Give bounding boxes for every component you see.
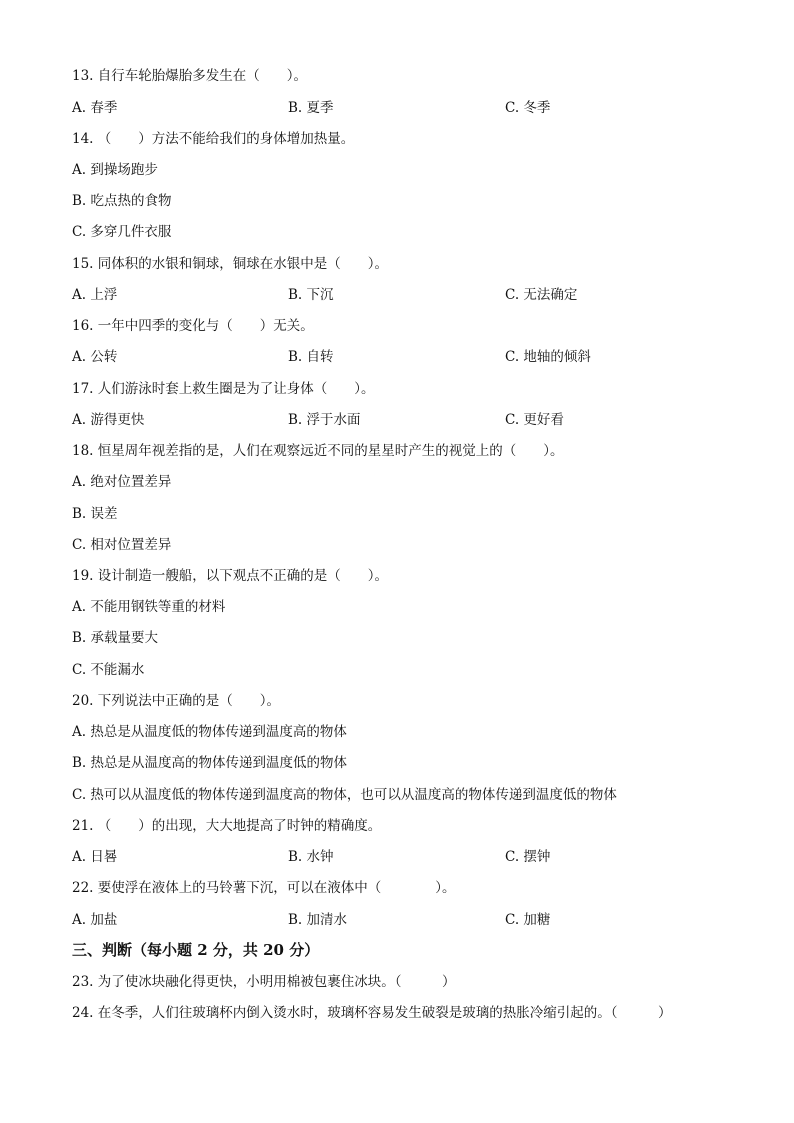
option-22-c: C. 加糖 — [505, 912, 551, 928]
option-19-c: C. 不能漏水 — [72, 662, 145, 678]
option-13-a: A. 春季 — [72, 100, 118, 116]
option-15-c: C. 无法确定 — [505, 287, 578, 303]
options-13 — [72, 99, 754, 117]
question-22: 22. 要使浮在液体上的马铃薯下沉，可以在液体中（ ）。 — [72, 880, 456, 896]
option-20-b: B. 热总是从温度高的物体传递到温度低的物体 — [72, 755, 348, 771]
question-21: 21. （ ）的出现，大大地提高了时钟的精确度。 — [72, 818, 382, 834]
option-17-a: A. 游得更快 — [72, 412, 145, 428]
option-18-b: B. 误差 — [72, 506, 118, 522]
option-22-b: B. 加清水 — [288, 912, 348, 928]
option-19-b: B. 承载量要大 — [72, 630, 159, 646]
question-20: 20. 下列说法中正确的是（ ）。 — [72, 693, 281, 709]
option-20-a: A. 热总是从温度低的物体传递到温度高的物体 — [72, 724, 347, 740]
option-15-b: B. 下沉 — [288, 287, 334, 303]
option-22-a: A. 加盐 — [72, 912, 118, 928]
options-17 — [72, 411, 754, 429]
option-21-a: A. 日晷 — [72, 849, 118, 865]
question-19: 19. 设计制造一艘船，以下观点不正确的是（ ）。 — [72, 568, 389, 584]
option-21-c: C. 摆钟 — [505, 849, 551, 865]
option-18-c: C. 相对位置差异 — [72, 537, 172, 553]
option-13-b: B. 夏季 — [288, 100, 334, 116]
option-16-b: B. 自转 — [288, 349, 334, 365]
option-17-b: B. 浮于水面 — [288, 412, 361, 428]
question-18: 18. 恒星周年视差指的是，人们在观察远近不同的星星时产生的视觉上的（ ）。 — [72, 443, 564, 459]
question-16: 16. 一年中四季的变化与（ ）无关。 — [72, 318, 314, 334]
question-24: 24. 在冬季，人们往玻璃杯内倒入烫水时，玻璃杯容易发生破裂是玻璃的热胀冷缩引起的。（ ） — [72, 1005, 672, 1021]
option-19-a: A. 不能用钢铁等重的材料 — [72, 599, 226, 615]
option-14-a: A. 到操场跑步 — [72, 162, 158, 178]
options-16 — [72, 348, 754, 366]
section-heading-judgment: 三、判断（每小题 2 分，共 20 分） — [72, 941, 320, 959]
option-16-a: A. 公转 — [72, 349, 118, 365]
option-16-c: C. 地轴的倾斜 — [505, 349, 591, 365]
option-20-c: C. 热可以从温度低的物体传递到温度高的物体，也可以从温度高的物体传递到温度低的物体 — [72, 787, 617, 803]
question-17: 17. 人们游泳时套上救生圈是为了让身体（ ）。 — [72, 381, 375, 397]
options-15 — [72, 286, 754, 304]
question-15: 15. 同体积的水银和铜球，铜球在水银中是（ ）。 — [72, 256, 389, 272]
question-13: 13. 自行车轮胎爆胎多发生在（ ）。 — [72, 68, 308, 84]
options-21 — [72, 848, 754, 866]
option-14-c: C. 多穿几件衣服 — [72, 224, 172, 240]
question-14: 14. （ ）方法不能给我们的身体增加热量。 — [72, 131, 355, 147]
question-23: 23. 为了使冰块融化得更快，小明用棉被包裹住冰块。（ ） — [72, 974, 456, 990]
option-14-b: B. 吃点热的食物 — [72, 193, 172, 209]
option-18-a: A. 绝对位置差异 — [72, 474, 172, 490]
option-17-c: C. 更好看 — [505, 412, 564, 428]
options-22 — [72, 911, 754, 929]
option-15-a: A. 上浮 — [72, 287, 118, 303]
option-21-b: B. 水钟 — [288, 849, 334, 865]
option-13-c: C. 冬季 — [505, 100, 551, 116]
